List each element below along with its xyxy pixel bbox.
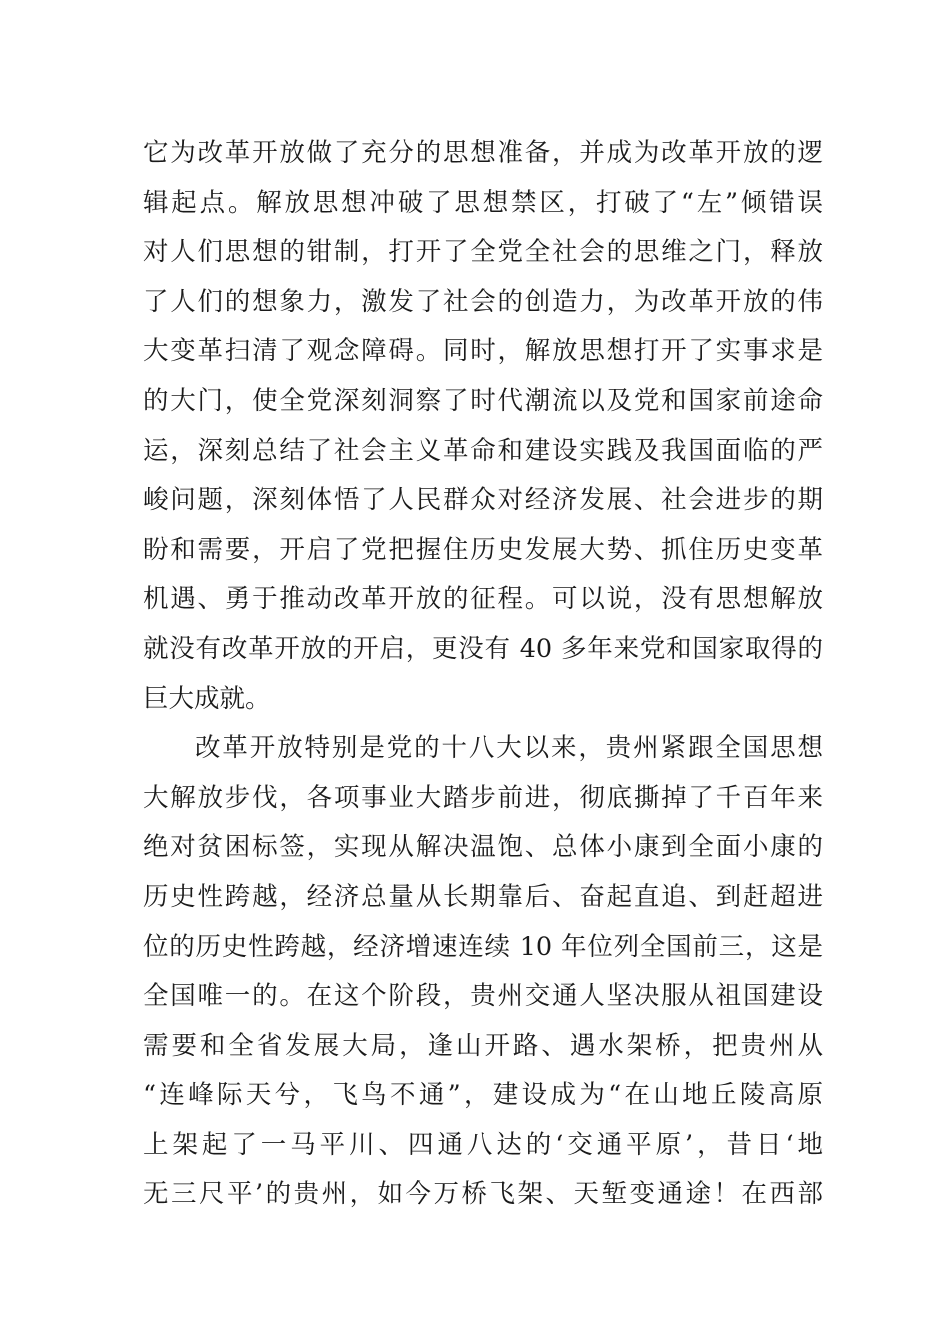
- paragraph-line: 峻问题，深刻体悟了人民群众对经济发展、社会进步的期: [143, 485, 823, 516]
- paragraph-line: 辑起点。解放思想冲破了思想禁区，打破了“左”倾错误: [143, 187, 823, 218]
- paragraph-line: “连峰际天兮，飞鸟不通”，建设成为“在山地丘陵高原: [143, 1080, 823, 1111]
- paragraph-line: 需要和全省发展大局，逢山开路、遇水架桥，把贵州从: [143, 1030, 823, 1061]
- paragraph-line: 绝对贫困标签，实现从解决温饱、总体小康到全面小康的: [143, 832, 823, 863]
- paragraph-line: 大解放步伐，各项事业大踏步前进，彻底撕掉了千百年来: [143, 782, 823, 813]
- paragraph-line: 运，深刻总结了社会主义革命和建设实践及我国面临的严: [143, 435, 823, 466]
- paragraph-line: 位的历史性跨越，经济增速连续 10 年位列全国前三，这是: [143, 931, 823, 962]
- paragraph-line: 就没有改革开放的开启，更没有 40 多年来党和国家取得的: [143, 633, 823, 664]
- paragraph-line: 上架起了一马平川、四通八达的‘交通平原’，昔日‘地: [143, 1129, 823, 1160]
- paragraph-line: 的大门，使全党深刻洞察了时代潮流以及党和国家前途命: [143, 385, 823, 416]
- paragraph-line: 大变革扫清了观念障碍。同时，解放思想打开了实事求是: [143, 336, 823, 367]
- paragraph-line: 了人们的想象力，激发了社会的创造力，为改革开放的伟: [143, 286, 823, 317]
- paragraph-line: 巨大成就。: [143, 683, 271, 714]
- paragraph-line: 盼和需要，开启了党把握住历史发展大势、抓住历史变革: [143, 534, 823, 565]
- paragraph-line: 无三尺平’的贵州，如今万桥飞架、天堑变通途！在西部: [143, 1179, 823, 1210]
- paragraph-line: 对人们思想的钳制，打开了全党全社会的思维之门，释放: [143, 237, 823, 268]
- paragraph-line: 它为改革开放做了充分的思想准备，并成为改革开放的逻: [143, 138, 823, 168]
- paragraph-line: 全国唯一的。在这个阶段，贵州交通人坚决服从祖国建设: [143, 981, 823, 1012]
- paragraph-line: 机遇、勇于推动改革开放的征程。可以说，没有思想解放: [143, 584, 823, 615]
- paragraph-line: 历史性跨越，经济总量从长期靠后、奋起直追、到赶超进: [143, 881, 823, 912]
- body-text: [143, 129, 823, 1220]
- paragraph-line: 改革开放特别是党的十八大以来，贵州紧跟全国思想: [195, 733, 823, 764]
